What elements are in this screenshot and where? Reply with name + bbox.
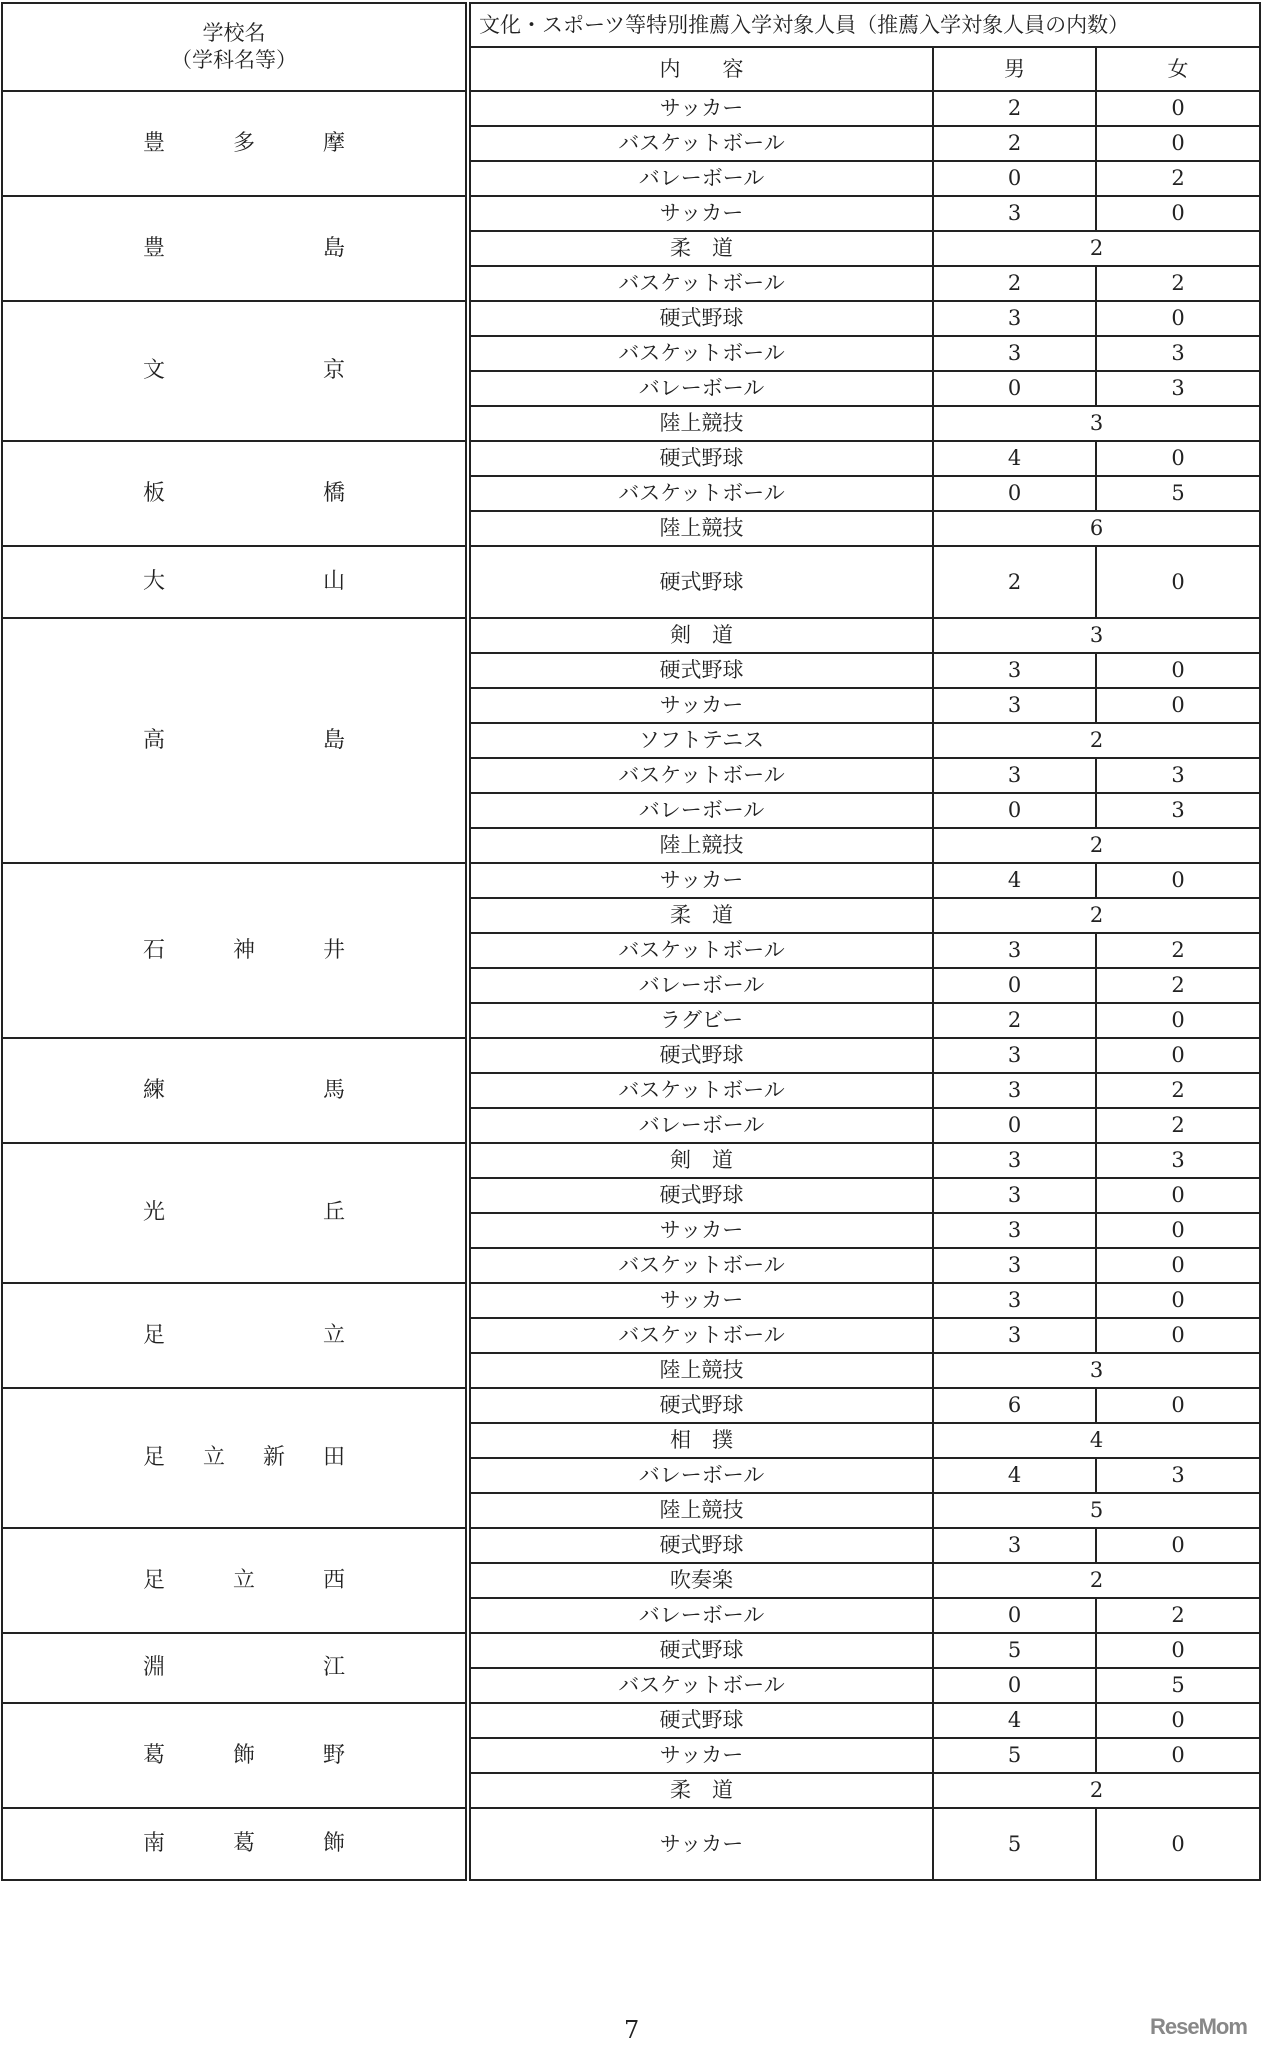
female-count-cell: 2: [1096, 161, 1260, 196]
event-cell: 相 撲: [468, 1423, 933, 1458]
event-cell: バレーボール: [468, 968, 933, 1003]
event-cell: バレーボール: [468, 371, 933, 406]
combined-count-cell: 2: [933, 1563, 1260, 1598]
school-name-cell: [2, 546, 504, 618]
female-count-cell: 0: [1096, 1388, 1260, 1423]
table-row: [2, 1388, 1260, 1423]
event-cell: バスケットボール: [468, 336, 933, 371]
combined-count-cell: 2: [933, 898, 1260, 933]
male-count-cell: 3: [933, 196, 1096, 231]
event-cell: 陸上競技: [468, 1493, 933, 1528]
event-cell: サッカー: [468, 196, 933, 231]
school-name-cell: [2, 1143, 504, 1283]
combined-count-cell: 3: [933, 618, 1260, 653]
female-count-cell: 3: [1096, 1143, 1260, 1178]
table-row: [2, 441, 1260, 476]
event-cell: バレーボール: [468, 1598, 933, 1633]
event-cell: バスケットボール: [468, 126, 933, 161]
female-count-cell: 0: [1096, 1528, 1260, 1563]
combined-count-cell: 3: [933, 1353, 1260, 1388]
male-count-cell: 0: [933, 1108, 1096, 1143]
male-count-cell: 3: [933, 1038, 1096, 1073]
event-cell: バスケットボール: [468, 1073, 933, 1108]
male-count-cell: 3: [933, 1073, 1096, 1108]
male-count-cell: 3: [933, 301, 1096, 336]
female-count-cell: 5: [1096, 1668, 1260, 1703]
male-count-cell: 3: [933, 653, 1096, 688]
school-name-cell: [2, 1703, 468, 1808]
male-count-cell: 3: [933, 1318, 1096, 1353]
school-name: 淵江: [143, 1655, 504, 1680]
male-column-header: 男: [933, 47, 1096, 91]
event-cell: バスケットボール: [468, 476, 933, 511]
event-cell: バスケットボール: [468, 933, 933, 968]
table-row: [2, 1528, 1260, 1563]
female-count-cell: 2: [1096, 1108, 1260, 1143]
school-name: 豊島: [143, 235, 504, 261]
male-count-cell: 3: [933, 758, 1096, 793]
school-name: 足立: [143, 1322, 504, 1348]
female-count-cell: 0: [1096, 126, 1260, 161]
event-cell: バレーボール: [468, 161, 933, 196]
male-count-cell: 3: [933, 1283, 1096, 1318]
event-cell: 硬式野球: [468, 1388, 933, 1423]
male-count-cell: 0: [933, 476, 1096, 511]
female-count-cell: 0: [1096, 1703, 1260, 1738]
school-name: 南葛飾: [143, 1831, 414, 1856]
school-name-cell: [2, 1283, 504, 1388]
female-count-cell: 0: [1096, 196, 1260, 231]
female-count-cell: 3: [1096, 336, 1260, 371]
school-name: 大山: [143, 569, 504, 594]
school-name: 豊多摩: [143, 130, 414, 156]
table-row: [2, 546, 1260, 618]
event-cell: サッカー: [468, 863, 933, 898]
male-count-cell: 4: [933, 1458, 1096, 1493]
male-count-cell: 3: [933, 336, 1096, 371]
school-name: 葛飾野: [143, 1742, 414, 1768]
female-count-cell: 0: [1096, 863, 1260, 898]
male-count-cell: 3: [933, 1213, 1096, 1248]
male-count-cell: 3: [933, 1248, 1096, 1283]
combined-count-cell: 2: [933, 1773, 1260, 1808]
female-count-cell: 3: [1096, 1458, 1260, 1493]
page-number: 7: [624, 2016, 640, 2044]
table-row: [2, 618, 1260, 653]
male-count-cell: 0: [933, 371, 1096, 406]
female-count-cell: 0: [1096, 653, 1260, 688]
female-count-cell: 0: [1096, 688, 1260, 723]
school-name: 板橋: [143, 480, 504, 506]
combined-count-cell: 2: [933, 231, 1260, 266]
male-count-cell: 0: [933, 161, 1096, 196]
combined-count-cell: 5: [933, 1493, 1260, 1528]
male-count-cell: 0: [933, 1668, 1096, 1703]
school-name-cell: [2, 441, 504, 546]
combined-count-cell: 2: [933, 828, 1260, 863]
female-count-cell: 0: [1096, 1738, 1260, 1773]
event-cell: サッカー: [468, 1213, 933, 1248]
female-count-cell: 0: [1096, 1213, 1260, 1248]
table-row: [2, 1038, 1260, 1073]
school-name-cell: [2, 1038, 504, 1143]
male-count-cell: 5: [933, 1738, 1096, 1773]
event-cell: サッカー: [468, 1808, 933, 1880]
male-count-cell: 2: [933, 266, 1096, 301]
school-name: 練馬: [143, 1077, 504, 1103]
table-title: 文化・スポーツ等特別推薦入学対象人員（推薦入学対象人員の内数）: [468, 3, 1260, 47]
male-count-cell: 4: [933, 863, 1096, 898]
school-name: 石神井: [143, 937, 414, 963]
school-name: 光丘: [143, 1200, 504, 1225]
table-row: [2, 91, 1260, 126]
combined-count-cell: 3: [933, 406, 1260, 441]
male-count-cell: 3: [933, 1143, 1096, 1178]
event-cell: 硬式野球: [468, 301, 933, 336]
female-count-cell: 0: [1096, 1038, 1260, 1073]
table-row: [2, 1143, 1260, 1178]
table-row: [2, 301, 1260, 336]
table-row: [2, 1633, 1260, 1668]
female-column-header: 女: [1096, 47, 1260, 91]
school-name-cell: [2, 301, 504, 441]
male-count-cell: 3: [933, 933, 1096, 968]
male-count-cell: 5: [933, 1808, 1096, 1880]
event-cell: バスケットボール: [468, 266, 933, 301]
combined-count-cell: 6: [933, 511, 1260, 546]
combined-count-cell: 4: [933, 1423, 1260, 1458]
school-name-cell: [2, 618, 504, 863]
event-cell: ラグビー: [468, 1003, 933, 1038]
content-column-header: 内 容: [468, 47, 933, 91]
event-cell: サッカー: [468, 688, 933, 723]
female-count-cell: 0: [1096, 546, 1260, 618]
male-count-cell: 3: [933, 1528, 1096, 1563]
male-count-cell: 0: [933, 968, 1096, 1003]
event-cell: バスケットボール: [468, 1248, 933, 1283]
school-name-cell: [2, 1388, 468, 1528]
school-col-label: 学校名: [202, 20, 266, 45]
table-row: [2, 863, 1260, 898]
male-count-cell: 6: [933, 1388, 1096, 1423]
combined-count-cell: 2: [933, 723, 1260, 758]
event-cell: 柔 道: [468, 898, 933, 933]
female-count-cell: 3: [1096, 793, 1260, 828]
table-row: [2, 1283, 1260, 1318]
event-cell: サッカー: [468, 1283, 933, 1318]
school-column-header: [2, 3, 468, 91]
male-count-cell: 4: [933, 1703, 1096, 1738]
table-row: [2, 196, 1260, 231]
event-cell: 硬式野球: [468, 441, 933, 476]
male-count-cell: 3: [933, 688, 1096, 723]
school-name-cell: [2, 196, 504, 301]
event-cell: バスケットボール: [468, 758, 933, 793]
event-cell: バレーボール: [468, 793, 933, 828]
event-cell: 陸上競技: [468, 406, 933, 441]
female-count-cell: 2: [1096, 968, 1260, 1003]
recommendation-table: [1, 2, 1261, 1881]
female-count-cell: 0: [1096, 1248, 1260, 1283]
event-cell: 柔 道: [468, 231, 933, 266]
event-cell: サッカー: [468, 91, 933, 126]
female-count-cell: 2: [1096, 1598, 1260, 1633]
school-col-sublabel: （学科名等）: [171, 48, 297, 72]
header-row-1: [2, 3, 1260, 47]
event-cell: バレーボール: [468, 1458, 933, 1493]
female-count-cell: 2: [1096, 933, 1260, 968]
event-cell: 陸上競技: [468, 1353, 933, 1388]
female-count-cell: 3: [1096, 371, 1260, 406]
event-cell: バスケットボール: [468, 1668, 933, 1703]
female-count-cell: 0: [1096, 1633, 1260, 1668]
event-cell: 吹奏楽: [468, 1563, 933, 1598]
female-count-cell: 3: [1096, 758, 1260, 793]
event-cell: 剣 道: [468, 1143, 933, 1178]
male-count-cell: 4: [933, 441, 1096, 476]
male-count-cell: 2: [933, 546, 1096, 618]
female-count-cell: 0: [1096, 1283, 1260, 1318]
event-cell: 硬式野球: [468, 1703, 933, 1738]
female-count-cell: 0: [1096, 91, 1260, 126]
school-name: 足立西: [143, 1567, 414, 1593]
school-name-cell: [2, 91, 468, 196]
event-cell: バスケットボール: [468, 1318, 933, 1353]
female-count-cell: 2: [1096, 266, 1260, 301]
school-name: 足立新田: [143, 1445, 384, 1470]
table-row: [2, 1703, 1260, 1738]
event-cell: 柔 道: [468, 1773, 933, 1808]
female-count-cell: 0: [1096, 1808, 1260, 1880]
male-count-cell: 2: [933, 1003, 1096, 1038]
male-count-cell: 3: [933, 1178, 1096, 1213]
male-count-cell: 2: [933, 91, 1096, 126]
event-cell: 硬式野球: [468, 653, 933, 688]
school-name: 高島: [143, 727, 504, 753]
female-count-cell: 0: [1096, 1318, 1260, 1353]
event-cell: 硬式野球: [468, 546, 933, 618]
resemom-logo: ReseMom: [1150, 2014, 1247, 2039]
female-count-cell: 2: [1096, 1073, 1260, 1108]
school-name-cell: [2, 863, 468, 1038]
event-cell: 陸上競技: [468, 828, 933, 863]
event-cell: 硬式野球: [468, 1528, 933, 1563]
event-cell: 硬式野球: [468, 1038, 933, 1073]
male-count-cell: 0: [933, 793, 1096, 828]
male-count-cell: 0: [933, 1598, 1096, 1633]
female-count-cell: 0: [1096, 441, 1260, 476]
female-count-cell: 5: [1096, 476, 1260, 511]
female-count-cell: 0: [1096, 1003, 1260, 1038]
table-row: [2, 1808, 1260, 1880]
female-count-cell: 0: [1096, 301, 1260, 336]
school-name: 文京: [143, 358, 504, 383]
school-name-cell: [2, 1528, 468, 1633]
event-cell: サッカー: [468, 1738, 933, 1773]
event-cell: 硬式野球: [468, 1633, 933, 1668]
male-count-cell: 2: [933, 126, 1096, 161]
event-cell: 剣 道: [468, 618, 933, 653]
event-cell: バレーボール: [468, 1108, 933, 1143]
school-name-cell: [2, 1633, 504, 1703]
female-count-cell: 0: [1096, 1178, 1260, 1213]
male-count-cell: 5: [933, 1633, 1096, 1668]
event-cell: 硬式野球: [468, 1178, 933, 1213]
event-cell: 陸上競技: [468, 511, 933, 546]
school-name-cell: [2, 1808, 468, 1880]
event-cell: ソフトテニス: [468, 723, 933, 758]
